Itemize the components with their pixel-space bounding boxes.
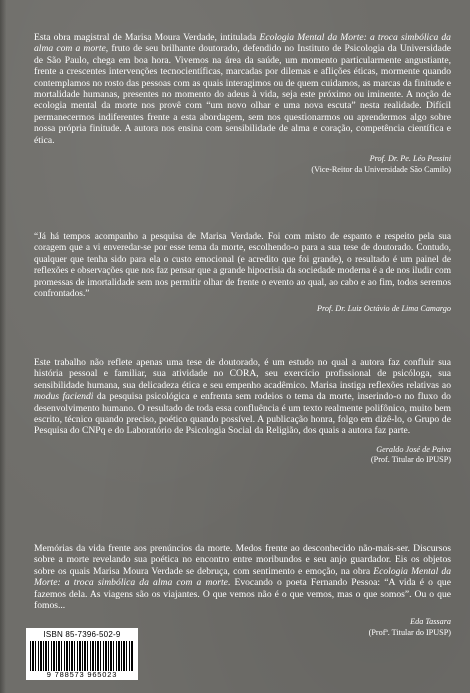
blurb-text-part: Memórias da vida frente aos prenúncios da morte. Medos frente ao desconhecido não-mais-ser. Discursos sobre a morte revelando sua poética no encontro entre moribundos e seu anjo guardador. Eis os objetos sobre os quais Marisa Moura Verdade se debruça, com sentimento e emoção, na obra xyxy=(34,543,451,577)
blurb-text-part: . Evocando o poeta Fernando Pessoa: “A vida é o que fazemos dela. As viagens são os viajantes. O que vemos não é o que vemos, mas o que somos”. Ou o que fomos... xyxy=(34,577,451,612)
blurb-pessini xyxy=(34,32,451,175)
isbn-barcode xyxy=(26,628,138,680)
signature xyxy=(34,304,451,315)
blurb-text-part: Esta obra magistral de Marisa Moura Verdade, intitulada xyxy=(34,32,260,43)
blurb-text xyxy=(34,543,451,611)
blurb-camargo xyxy=(34,232,451,315)
barcode-bars xyxy=(30,641,134,671)
signature-name: Eda Tassara xyxy=(410,617,451,627)
signature-name: Geraldo José de Paiva xyxy=(376,444,451,454)
book-title-italic: Ecologia Mental da Morte: a troca simbólica da alma com a morte xyxy=(34,32,451,55)
signature-name: Prof. Dr. Luiz Octávio de Lima Camargo xyxy=(316,304,451,314)
spine-edge xyxy=(0,0,6,693)
blurb-text-part: da pesquisa psicológica e enfrenta sem rodeios o tema da morte, inserindo-o no fluxo do desenvolvimento humano. O resultado de toda essa confluência é um texto realmente polifônico, muito bem escrito, técnico quando preciso, poético quando possível. A publicação honra, folgo em dizê-lo, o Grupo de Pesquisa do CNPq e do Laboratório de Psicologia Social da Religião, dos quais a autora faz parte. xyxy=(34,391,451,437)
blurb-tassara xyxy=(34,543,451,638)
isbn-number: ISBN 85-7396-502-9 xyxy=(43,630,121,639)
signature-role: (Profª. Titular do IPUSP) xyxy=(368,627,451,637)
signature-role: (Prof. Titular do IPUSP) xyxy=(370,455,451,465)
blurb-text-part: , fruto de seu brilhante doutorado, defendido no Instituto de Psicologia da Universidade de São Paulo, chega em boa hora. Vivemos na área da saúde, um momento particularmente angustiante, frente a crescentes intervenções tecnocientíficas, marcadas por dilemas e aflições éticas, mormente quando contemplamos no rosto das pessoas com as quais interagimos ou de quem cuidamos, as marcas da finitude e mortalidade humanas, presentes no momento do adeus à vida, seja este próximo ou iminente. A noção de ecologia mental da morte nos provê com “um novo olhar e uma nova escuta” nesta realidade. Difícil permanecermos indiferentes frente a esta abordagem, sem nos questionarmos ou aprendermos algo sobre nossa própria finitude. A autora nos ensina com sensibilidade de alma e coração, competência científica e ética. xyxy=(34,43,451,146)
blurb-text: “Já há tempos acompanho a pesquisa de Marisa Verdade. Foi com misto de espanto e respeito pela sua coragem que a vi enveredar-se por esse tema da morte, escolhendo-o para a sua tese de doutorado. Contudo, qualquer que tenha sido para ela o custo emocional (e acredito que foi grande), o resultado é um painel de reflexões e observações que nos faz pensar que a grande hipocrisia da sociedade moderna é a de nos iludir com promessas de imortalidade sem nos permitir olhar de frente o evento ao qual, ao cabo e ao fim, todos seremos confrontados.” xyxy=(34,232,451,300)
blurb-text-part: Este trabalho não reflete apenas uma tese de doutorado, é um estudo no qual a autora faz confluir sua história pessoal e familiar, sua atividade no CORA, seu exercício profissional de psicóloga, sua sensibilidade humana, sua delicadeza ética e seu empenho acadêmico. Marisa instiga reflexões relativas ao xyxy=(34,357,451,391)
signature-role: (Vice-Reitor da Universidade São Camilo) xyxy=(311,164,451,174)
barcode-digits: 9 788573 965023 xyxy=(46,670,118,679)
signature-name: Prof. Dr. Pe. Léo Pessini xyxy=(369,154,451,164)
latin-term-italic: modus faciendi xyxy=(34,391,94,403)
blurb-text xyxy=(34,32,451,146)
blurb-paiva xyxy=(34,357,451,466)
book-title-italic: Ecologia Mental da Morte: a troca simbólica da alma com a morte xyxy=(34,565,451,589)
signature xyxy=(34,445,451,466)
blurb-text xyxy=(34,357,451,437)
signature xyxy=(34,154,451,175)
